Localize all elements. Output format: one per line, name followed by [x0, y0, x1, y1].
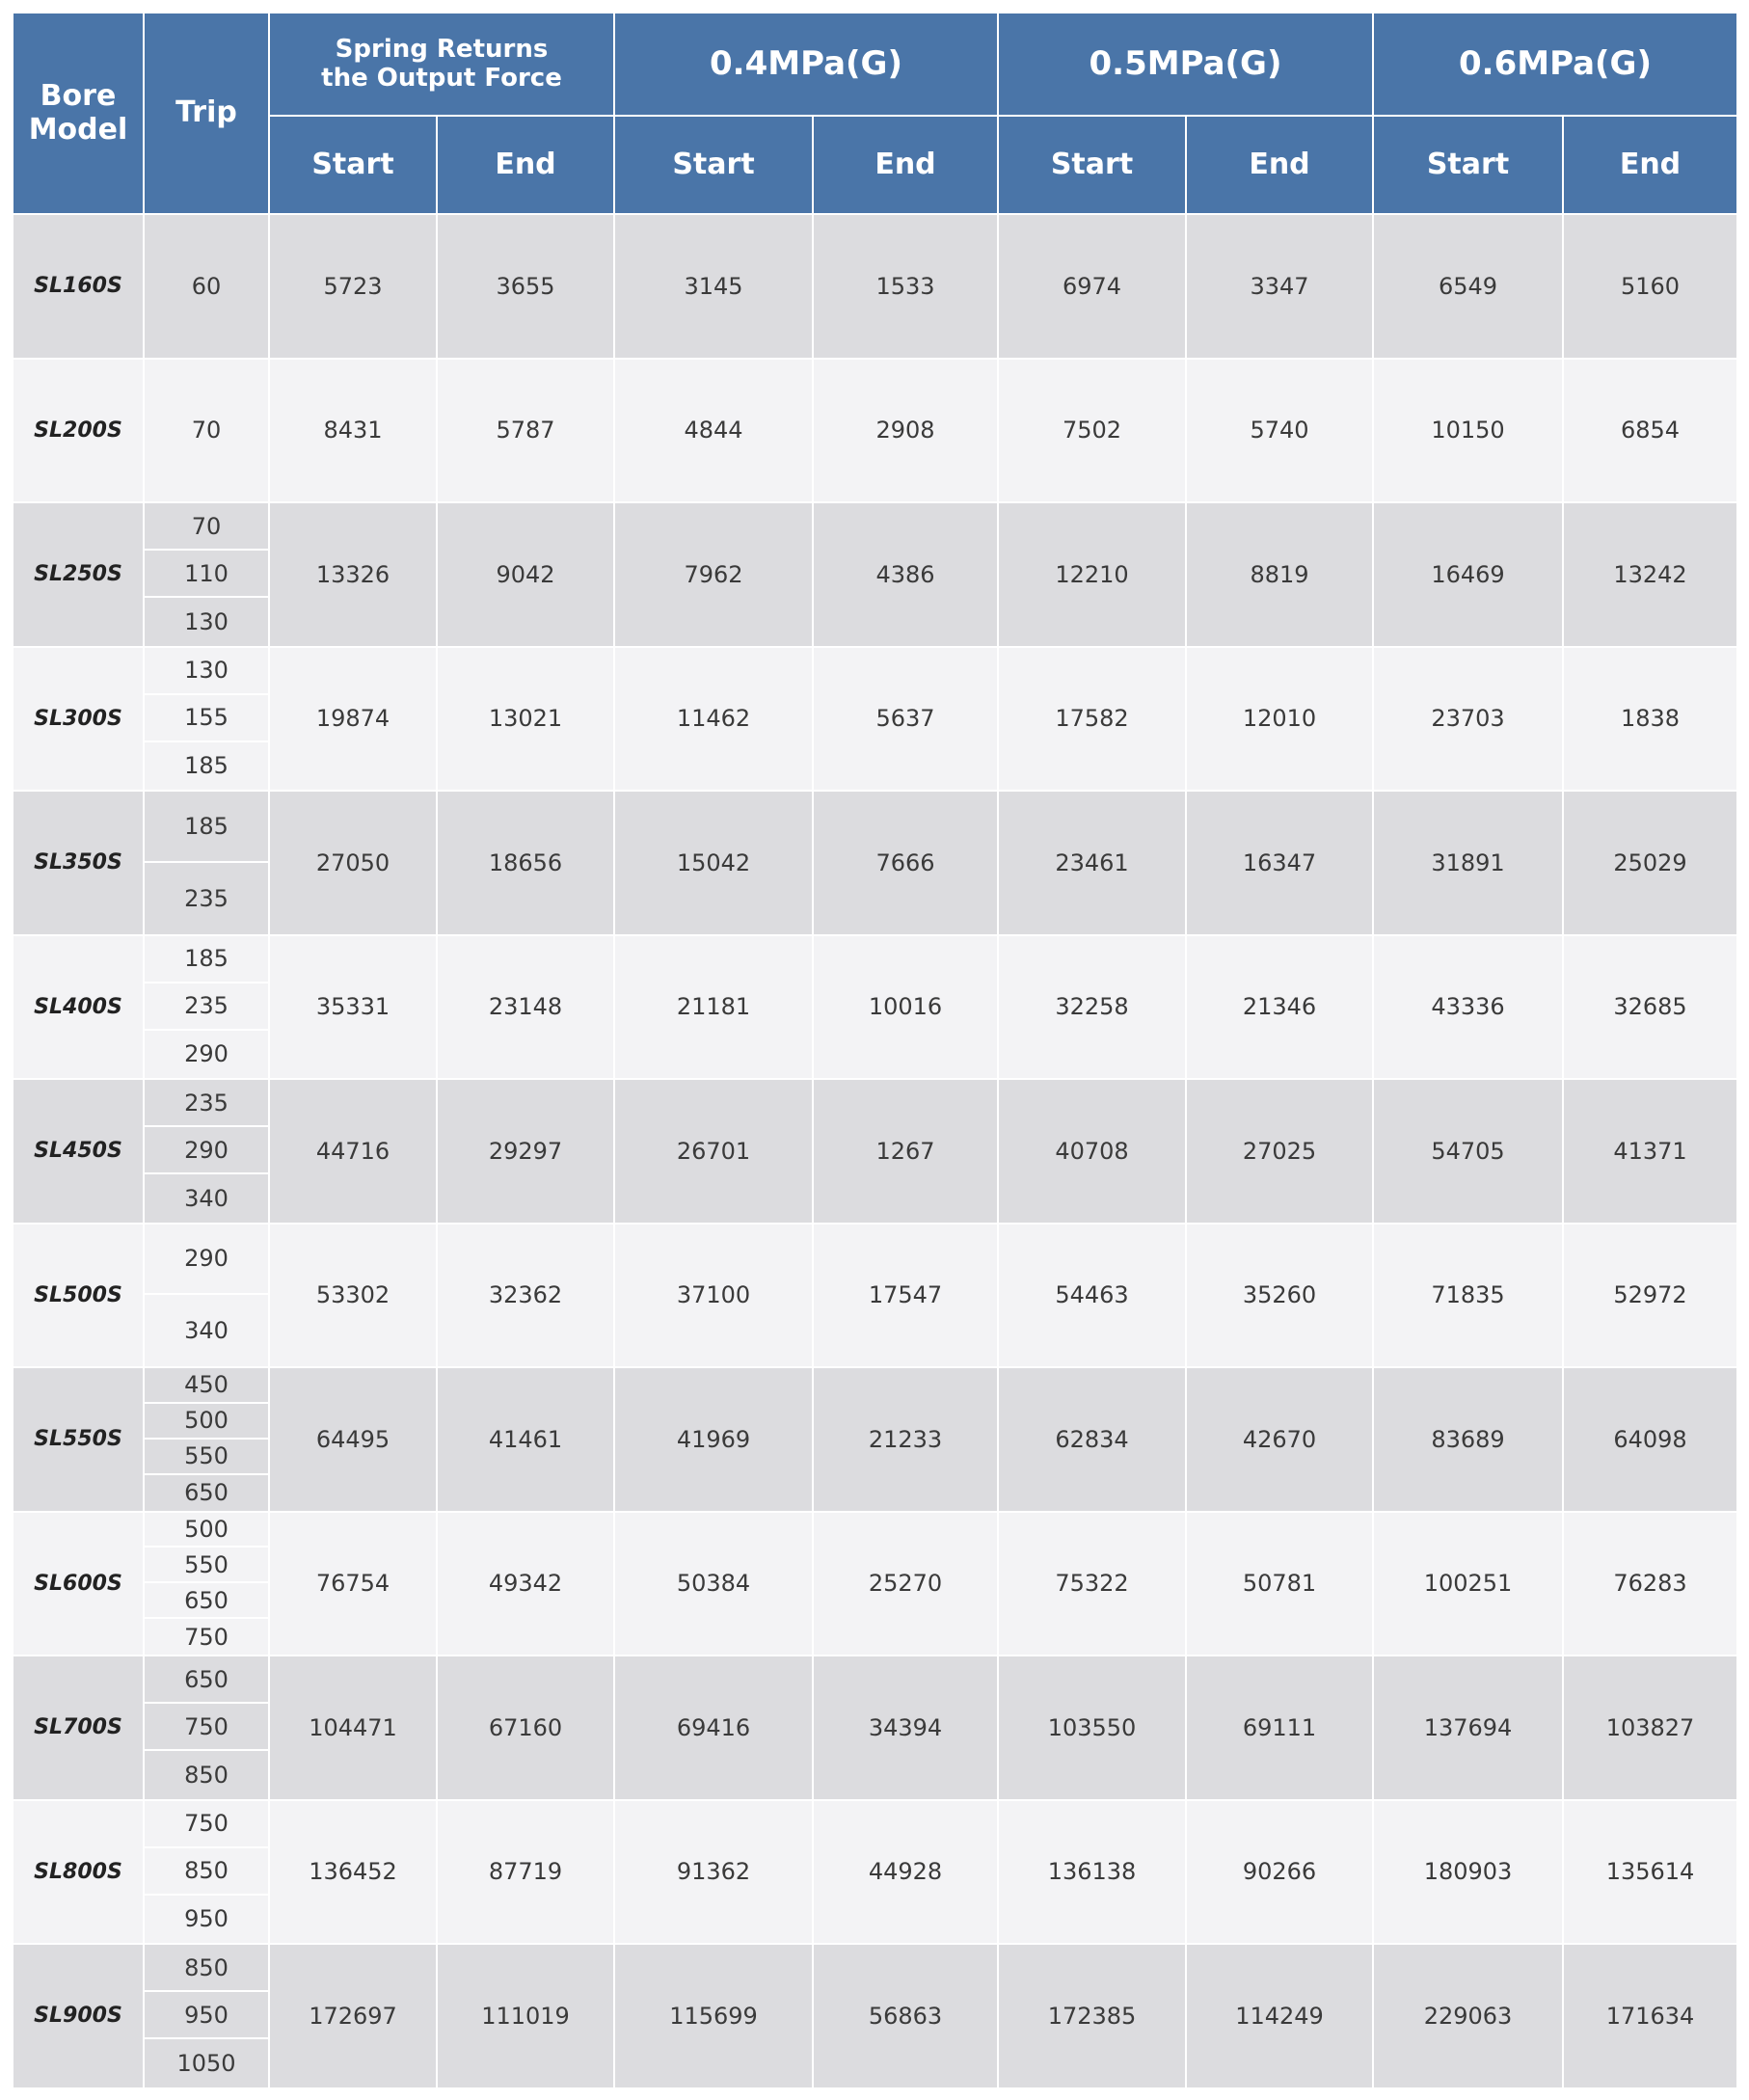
trip-value: 290 — [145, 1225, 268, 1296]
value-cell: 23148 — [438, 936, 613, 1079]
model-cell: SL200S — [13, 360, 143, 502]
value-cell: 5723 — [270, 215, 436, 358]
value-cell: 104471 — [270, 1656, 436, 1799]
value-cell: 103550 — [999, 1656, 1185, 1799]
model-cell: SL900S — [13, 1945, 143, 2087]
value-cell: 50384 — [615, 1513, 812, 1656]
value-cell: 56863 — [814, 1945, 997, 2087]
value-cell: 62834 — [999, 1368, 1185, 1511]
trip-value: 185 — [145, 936, 268, 983]
value-cell: 17582 — [999, 648, 1185, 791]
model-cell: SL350S — [13, 792, 143, 934]
value-cell: 21233 — [814, 1368, 997, 1511]
trip-value: 550 — [145, 1440, 268, 1475]
value-cell: 69416 — [615, 1656, 812, 1799]
trip-cell — [145, 648, 268, 791]
model-cell: SL600S — [13, 1513, 143, 1656]
value-cell: 11462 — [615, 648, 812, 791]
value-cell: 35260 — [1187, 1225, 1372, 1367]
value-cell: 54463 — [999, 1225, 1185, 1367]
trip-cell — [145, 503, 268, 646]
value-cell: 16469 — [1374, 503, 1562, 646]
value-cell: 100251 — [1374, 1513, 1562, 1656]
value-cell: 90266 — [1187, 1801, 1372, 1944]
trip-cell — [145, 1225, 268, 1367]
value-cell: 17547 — [814, 1225, 997, 1367]
value-cell: 114249 — [1187, 1945, 1372, 2087]
header-0.6-start: Start — [1374, 117, 1562, 213]
value-cell: 21181 — [615, 936, 812, 1079]
trip-cell — [145, 1801, 268, 1944]
header-0.4mpa: 0.4MPa(G) — [615, 13, 997, 115]
value-cell: 32685 — [1564, 936, 1736, 1079]
header-0.4-end: End — [814, 117, 997, 213]
value-cell: 41371 — [1564, 1080, 1736, 1223]
trip-value: 1050 — [176, 2049, 236, 2077]
header-0.5-start: Start — [999, 117, 1185, 213]
value-cell: 75322 — [999, 1513, 1185, 1656]
trip-value: 340 — [184, 1317, 229, 1345]
trip-value: 340 — [184, 1184, 229, 1212]
value-cell: 50781 — [1187, 1513, 1372, 1656]
model-cell: SL450S — [13, 1080, 143, 1223]
value-cell: 172697 — [270, 1945, 436, 2087]
value-cell: 13021 — [438, 648, 613, 791]
trip-value: 235 — [184, 884, 229, 912]
value-cell: 6974 — [999, 215, 1185, 358]
trip-value: 500 — [145, 1513, 268, 1548]
trip-cell — [145, 360, 268, 502]
value-cell: 87719 — [438, 1801, 613, 1944]
value-cell: 3347 — [1187, 215, 1372, 358]
value-cell: 111019 — [438, 1945, 613, 2087]
value-cell: 25029 — [1564, 792, 1736, 934]
value-cell: 8431 — [270, 360, 436, 502]
value-cell: 137694 — [1374, 1656, 1562, 1799]
value-cell: 71835 — [1374, 1225, 1562, 1367]
value-cell: 115699 — [615, 1945, 812, 2087]
value-cell: 64495 — [270, 1368, 436, 1511]
value-cell: 4386 — [814, 503, 997, 646]
value-cell: 5160 — [1564, 215, 1736, 358]
header-0.6mpa: 0.6MPa(G) — [1374, 13, 1736, 115]
value-cell: 16347 — [1187, 792, 1372, 934]
value-cell: 19874 — [270, 648, 436, 791]
value-cell: 9042 — [438, 503, 613, 646]
value-cell: 25270 — [814, 1513, 997, 1656]
value-cell: 229063 — [1374, 1945, 1562, 2087]
value-cell: 44716 — [270, 1080, 436, 1223]
trip-value: 155 — [145, 695, 268, 742]
model-cell: SL160S — [13, 215, 143, 358]
value-cell: 35331 — [270, 936, 436, 1079]
value-cell: 44928 — [814, 1801, 997, 1944]
trip-value: 500 — [145, 1404, 268, 1440]
trip-cell — [145, 936, 268, 1079]
value-cell: 76283 — [1564, 1513, 1736, 1656]
model-cell: SL400S — [13, 936, 143, 1079]
value-cell: 103827 — [1564, 1656, 1736, 1799]
trip-value: 110 — [145, 551, 268, 598]
trip-value: 70 — [145, 503, 268, 551]
value-cell: 41969 — [615, 1368, 812, 1511]
header-0.4-start: Start — [615, 117, 812, 213]
trip-value: 290 — [184, 1040, 229, 1068]
value-cell: 91362 — [615, 1801, 812, 1944]
trip-value: 185 — [184, 752, 229, 780]
trip-value: 550 — [145, 1548, 268, 1583]
value-cell: 64098 — [1564, 1368, 1736, 1511]
value-cell: 3655 — [438, 215, 613, 358]
value-cell: 42670 — [1187, 1368, 1372, 1511]
value-cell: 136138 — [999, 1801, 1185, 1944]
model-cell: SL800S — [13, 1801, 143, 1944]
value-cell: 3145 — [615, 215, 812, 358]
trip-value: 290 — [145, 1127, 268, 1174]
trip-value: 185 — [145, 792, 268, 863]
header-0.6-end: End — [1564, 117, 1736, 213]
trip-value: 850 — [184, 1761, 229, 1789]
trip-value: 750 — [184, 1623, 229, 1651]
value-cell: 5787 — [438, 360, 613, 502]
trip-cell — [145, 1080, 268, 1223]
trip-value: 130 — [184, 607, 229, 635]
value-cell: 23703 — [1374, 648, 1562, 791]
value-cell: 4844 — [615, 360, 812, 502]
trip-cell — [145, 1945, 268, 2087]
value-cell: 12210 — [999, 503, 1185, 646]
value-cell: 172385 — [999, 1945, 1185, 2087]
value-cell: 69111 — [1187, 1656, 1372, 1799]
value-cell: 43336 — [1374, 936, 1562, 1079]
value-cell: 54705 — [1374, 1080, 1562, 1223]
value-cell: 76754 — [270, 1513, 436, 1656]
trip-value: 450 — [145, 1368, 268, 1404]
model-cell: SL300S — [13, 648, 143, 791]
value-cell: 67160 — [438, 1656, 613, 1799]
trip-value: 750 — [145, 1704, 268, 1751]
trip-cell — [145, 1513, 268, 1656]
value-cell: 53302 — [270, 1225, 436, 1367]
model-cell: SL500S — [13, 1225, 143, 1367]
value-cell: 37100 — [615, 1225, 812, 1367]
value-cell: 10016 — [814, 936, 997, 1079]
header-trip: Trip — [145, 13, 268, 213]
value-cell: 13326 — [270, 503, 436, 646]
trip-value: 950 — [145, 1992, 268, 2039]
value-cell: 10150 — [1374, 360, 1562, 502]
trip-value: 650 — [145, 1656, 268, 1704]
value-cell: 8819 — [1187, 503, 1372, 646]
value-cell: 7502 — [999, 360, 1185, 502]
trip-value: 850 — [145, 1848, 268, 1896]
trip-value: 950 — [184, 1905, 229, 1933]
value-cell: 1267 — [814, 1080, 997, 1223]
value-cell: 171634 — [1564, 1945, 1736, 2087]
value-cell: 27025 — [1187, 1080, 1372, 1223]
model-cell: SL250S — [13, 503, 143, 646]
trip-cell — [145, 1368, 268, 1511]
value-cell: 6549 — [1374, 215, 1562, 358]
value-cell: 5740 — [1187, 360, 1372, 502]
value-cell: 180903 — [1374, 1801, 1562, 1944]
header-0.5-end: End — [1187, 117, 1372, 213]
trip-value: 850 — [145, 1945, 268, 1992]
value-cell: 26701 — [615, 1080, 812, 1223]
value-cell: 40708 — [999, 1080, 1185, 1223]
value-cell: 32258 — [999, 936, 1185, 1079]
trip-cell — [145, 1656, 268, 1799]
value-cell: 13242 — [1564, 503, 1736, 646]
trip-value: 130 — [145, 648, 268, 695]
value-cell: 1838 — [1564, 648, 1736, 791]
trip-value: 650 — [184, 1479, 229, 1507]
value-cell: 6854 — [1564, 360, 1736, 502]
value-cell: 2908 — [814, 360, 997, 502]
value-cell: 7666 — [814, 792, 997, 934]
value-cell: 7962 — [615, 503, 812, 646]
model-cell: SL550S — [13, 1368, 143, 1511]
value-cell: 136452 — [270, 1801, 436, 1944]
trip-cell — [145, 792, 268, 934]
model-cell: SL700S — [13, 1656, 143, 1799]
header-0.5mpa: 0.5MPa(G) — [999, 13, 1372, 115]
trip-value: 235 — [145, 983, 268, 1031]
value-cell: 27050 — [270, 792, 436, 934]
value-cell: 1533 — [814, 215, 997, 358]
value-cell: 34394 — [814, 1656, 997, 1799]
value-cell: 29297 — [438, 1080, 613, 1223]
trip-value: 750 — [145, 1801, 268, 1848]
value-cell: 52972 — [1564, 1225, 1736, 1367]
header-spring-end: End — [438, 117, 613, 213]
header-bore-model: Bore Model — [13, 13, 143, 213]
trip-value: 650 — [145, 1583, 268, 1619]
value-cell: 135614 — [1564, 1801, 1736, 1944]
value-cell: 21346 — [1187, 936, 1372, 1079]
value-cell: 23461 — [999, 792, 1185, 934]
trip-value: 60 — [191, 272, 222, 300]
value-cell: 18656 — [438, 792, 613, 934]
trip-cell — [145, 215, 268, 358]
value-cell: 41461 — [438, 1368, 613, 1511]
value-cell: 31891 — [1374, 792, 1562, 934]
header-spring-returns: Spring Returns the Output Force — [270, 13, 613, 115]
value-cell: 49342 — [438, 1513, 613, 1656]
value-cell: 32362 — [438, 1225, 613, 1367]
value-cell: 15042 — [615, 792, 812, 934]
value-cell: 83689 — [1374, 1368, 1562, 1511]
value-cell: 5637 — [814, 648, 997, 791]
header-spring-start: Start — [270, 117, 436, 213]
trip-value: 70 — [191, 417, 222, 444]
trip-value: 235 — [145, 1080, 268, 1127]
value-cell: 12010 — [1187, 648, 1372, 791]
